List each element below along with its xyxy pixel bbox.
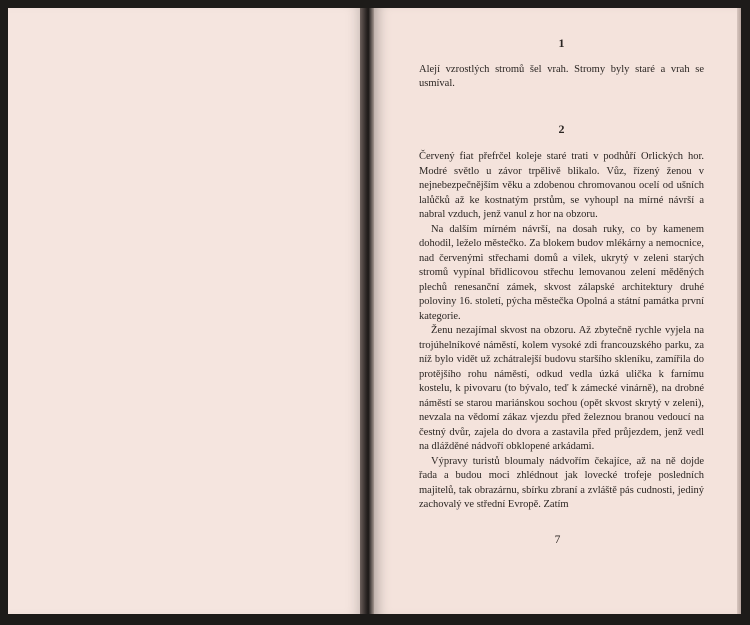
book-gutter bbox=[360, 8, 374, 614]
chapter-1-number: 1 bbox=[558, 36, 565, 50]
chapter-2-paragraph-2: Na dalším mírném návrší, na dosah ruky, co by kamenem dohodil, leželo městečko. Za blokem budov mlékárny a nemocnice, nad červenými střechami domů a vilek, ukrytý v zeleni starých stromů vypínal břidlicovou střechu lemovanou zelení měděných plechů renesanční zámek, skvost zálapské architektury druhé poloviny 16. století, pýcha městečka Opolná a státní památka první kategorie. bbox=[419, 223, 704, 322]
right-page bbox=[374, 8, 741, 614]
chapter-2-paragraph-4: Výpravy turistů bloumaly nádvořím čekajíce, až na ně dojde řada a budou moci zhlédnout jak lovecké trofeje posledních majitelů, tak obrazárnu, sbírku zbraní a zvláště pás cudnosti, jediný zachovalý ve střední Evropě. Zatím bbox=[419, 455, 704, 510]
chapter-2-paragraph-3: Ženu nezajímal skvost na obzoru. Až zbytečně rychle vyjela na trojúhelníkové náměstí, kolem vysoké zdi francouzského parku, za níž bylo vidět už zchátralejší budovu staršího skleníku, zamířila do protějšího rohu náměstí, odkud vedla úzká ulička k farnímu kostelu, k pivovaru (to bývalo, teď k zámecké vinárně), na drobné náměstí se starou mariánskou sochou (opět skvost skrytý v zeleni), nevzala na vědomí zákaz vjezdu před železnou branou vedoucí na čestný dvůr, zajela do dvora a zastavila před průjezdem, jenž vedl na dlážděné nádvoří obklopené arkádami. bbox=[419, 325, 704, 452]
chapter-1-paragraph: Alejí vzrostlých stromů šel vrah. Stromy byly staré a vrah se usmíval. bbox=[419, 63, 704, 89]
page-text bbox=[419, 36, 704, 513]
chapter-2-paragraph-1: Červený fiat přefrčel koleje staré trati v podhůří Orlických hor. Modré světlo u závor trpělivě blikalo. Vůz, řízený ženou v nejnebezpečnějším věku a zdobenou chromovanou ocelí od ušních lalůčků až ke kostnatým prstům, se vyhoupl na mírné návrší a nabral vzduch, jenž vanul z hor na obzoru. bbox=[419, 151, 704, 220]
page-edge bbox=[737, 8, 741, 614]
left-page-blank bbox=[8, 8, 360, 614]
page-number: 7 bbox=[554, 534, 561, 546]
open-book bbox=[8, 8, 741, 614]
chapter-2-number: 2 bbox=[558, 121, 565, 136]
